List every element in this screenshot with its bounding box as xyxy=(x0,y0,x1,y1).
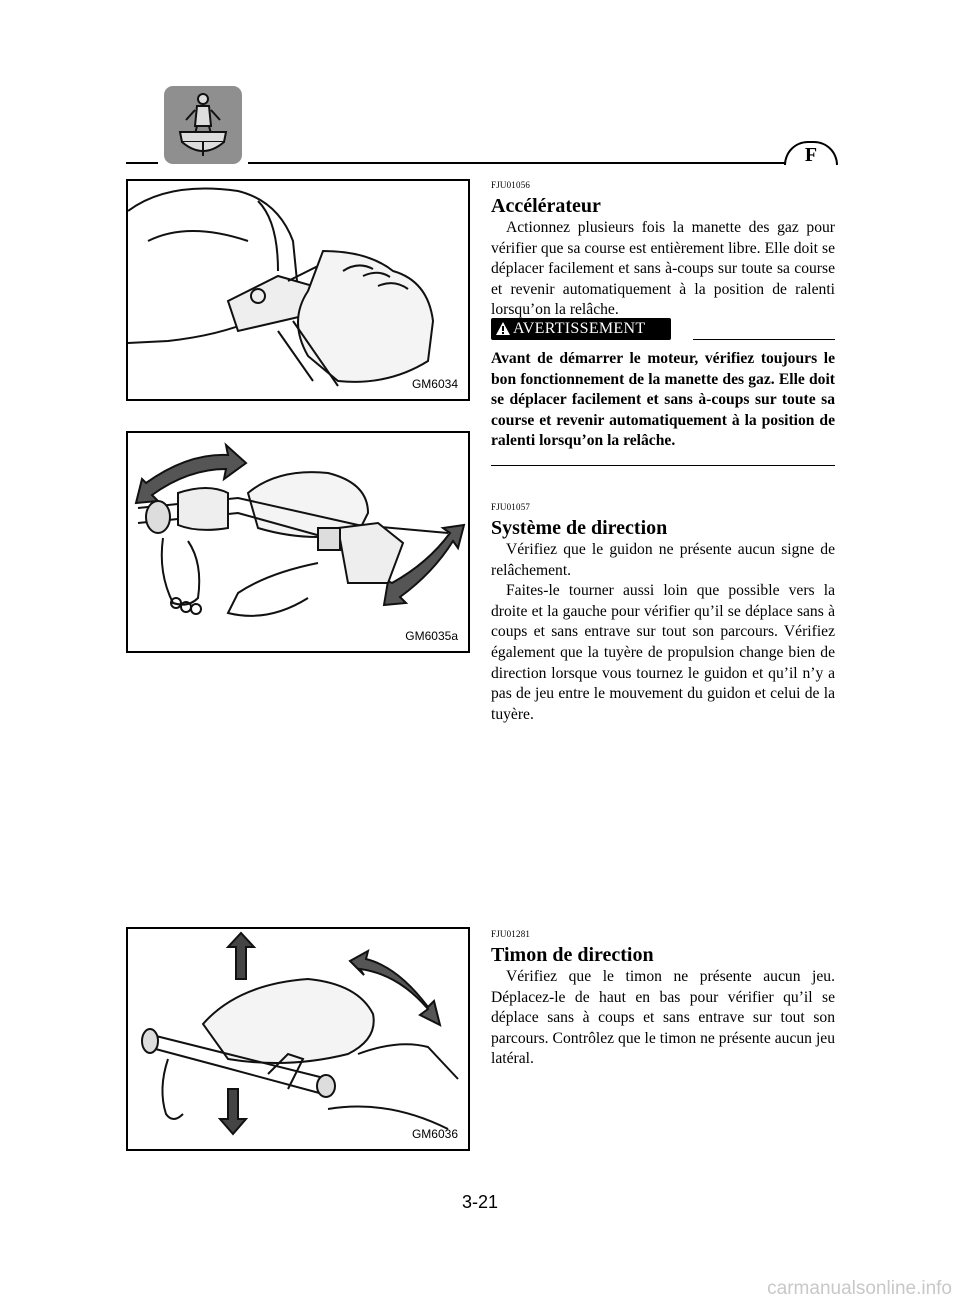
warning-text: Avant de démarrer le moteur, vérifiez toujours le bon fonctionnement de la manette des gaz. Elle doit se déplacer facilement et sans à-coups sur toute sa course et revenir automatiquement à la position de ralenti lorsqu’on la relâche. xyxy=(491,350,835,450)
section-code: FJU01057 xyxy=(491,502,531,512)
throttle-lever-illustration xyxy=(128,181,468,399)
figure-label: GM6034 xyxy=(411,377,458,391)
watermark: carmanualsonline.info xyxy=(767,1278,952,1299)
section-timon-direction xyxy=(491,929,835,1070)
steering-pole-illustration xyxy=(128,929,468,1149)
warning-header xyxy=(491,318,835,342)
section-systeme-direction xyxy=(491,502,835,725)
section-code: FJU01056 xyxy=(491,180,531,190)
header-rule-right xyxy=(248,162,836,164)
section-code: FJU01281 xyxy=(491,929,531,939)
section-paragraph: Vérifiez que le guidon ne présente aucun signe de relâchement. xyxy=(491,541,835,579)
figure-label: GM6035a xyxy=(405,629,458,643)
header-rule-left xyxy=(126,162,158,164)
handlebar-steering-illustration xyxy=(128,433,468,651)
section-title: Timon de direction xyxy=(491,944,654,966)
warning-label: AVERTISSEMENT xyxy=(513,320,646,337)
language-badge: F xyxy=(784,141,838,165)
section-paragraph: Faites-le tourner aussi loin que possible vers la droite et la gauche pour vérifier qu’il se déplace sans à coups et sans entrave sur tout son parcours. Vérifiez également que la tuyère de propulsion change bien de direction lorsque vous tournez le guidon et qu’il n’y a pas de jeu entre le mouvement du guidon et celui de la tuyère. xyxy=(491,582,835,723)
figure-handlebar xyxy=(126,431,470,653)
section-paragraph: Actionnez plusieurs fois la manette des gaz pour vérifier que sa course est entièrement libre. Elle doit se déplacer facilement et sans à-coups sur toute sa course et revenir automatiquement à la position de ralenti lorsqu’on la relâche. xyxy=(491,219,835,319)
figure-steering-pole xyxy=(126,927,470,1151)
page-number: 3-21 xyxy=(461,1192,499,1212)
figure-throttle xyxy=(126,179,470,401)
section-title: Système de direction xyxy=(491,517,668,539)
warning-triangle-icon xyxy=(496,322,510,335)
warning-end-rule xyxy=(491,465,835,466)
figure-label: GM6036 xyxy=(411,1127,458,1141)
section-accelerateur xyxy=(491,180,835,321)
section-paragraph: Vérifiez que le timon ne présente aucun jeu. Déplacez-le de haut en bas pour vérifier qu’il se déplace sans à coups et sans entrave sur tout son parcours. Contrôlez que le timon ne présente aucun jeu latéral. xyxy=(491,968,835,1068)
section-title: Accélérateur xyxy=(491,195,601,217)
jet-ski-rider-icon xyxy=(164,86,242,164)
warning-rule xyxy=(693,339,835,340)
warning-badge xyxy=(491,318,671,340)
warning-box xyxy=(491,349,835,452)
